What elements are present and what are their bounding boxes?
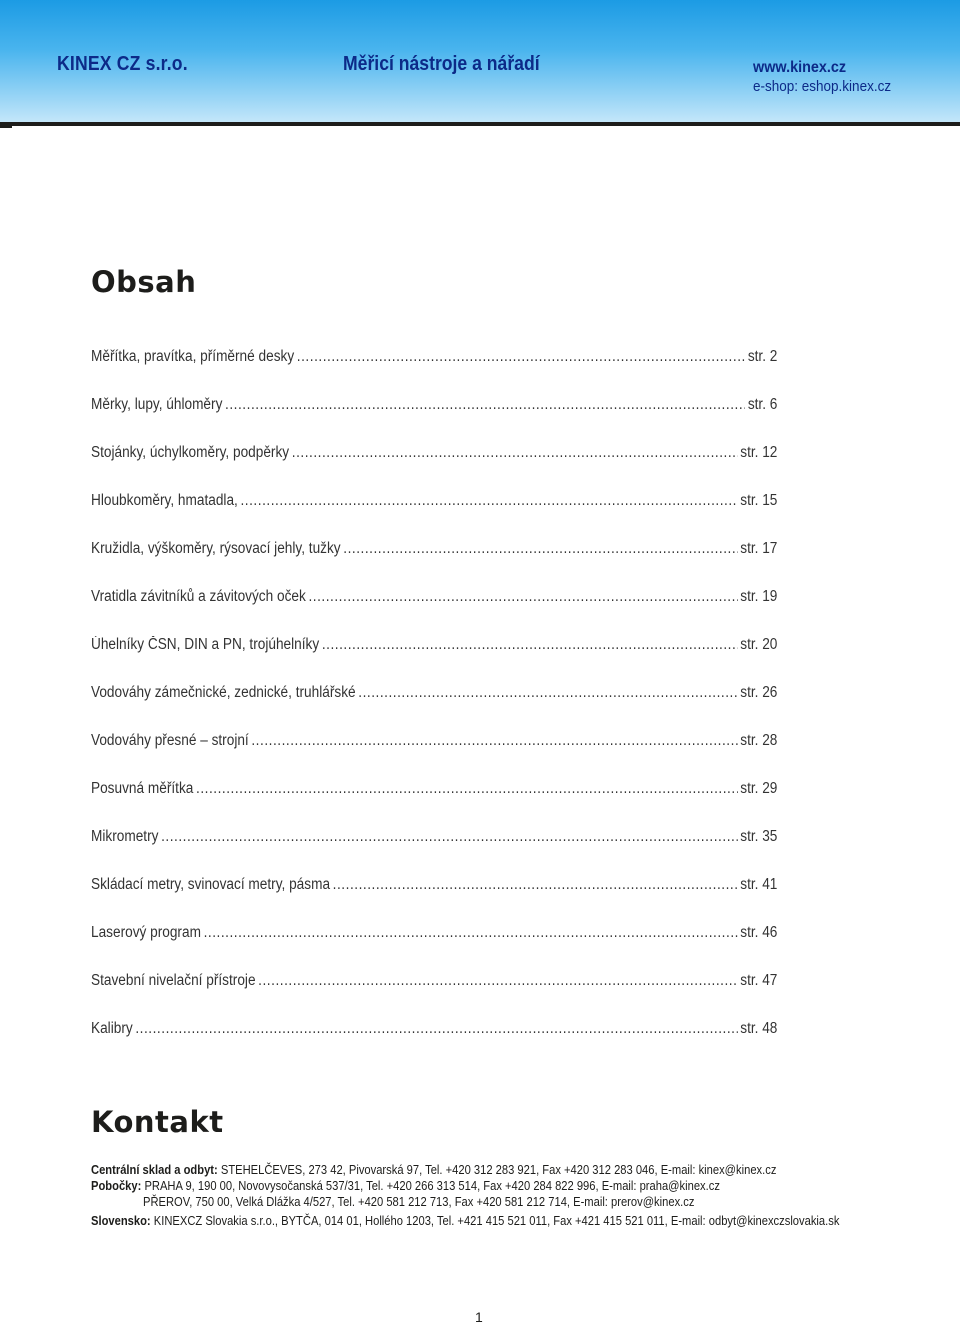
toc-item-page: str. 28 (740, 732, 778, 749)
contact-branches-prague: PRAHA 9, 190 00, Novovysočanská 537/31, Tel. +420 266 313 514, Fax +420 284 822 996, E-mail: praha@kinex.cz (144, 1178, 720, 1193)
toc-item-page: str. 47 (740, 972, 778, 989)
toc-leader (333, 876, 738, 894)
contact-slovakia (91, 1213, 839, 1228)
eshop-link[interactable]: e-shop: eshop.kinex.cz (753, 78, 892, 95)
toc-item-label: Mikrometry (91, 828, 159, 845)
toc-item-page: str. 46 (740, 924, 778, 941)
toc-leader (297, 348, 745, 366)
contact-branches (91, 1178, 720, 1193)
toc-item[interactable] (91, 396, 791, 418)
toc-item-label: Hloubkoměry, hmatadla, (91, 492, 238, 509)
toc-item[interactable] (91, 924, 791, 946)
contact-slovakia-label: Slovensko: (91, 1213, 151, 1228)
toc-item[interactable] (91, 588, 791, 610)
toc-item-page: str. 15 (740, 492, 778, 509)
toc-leader (258, 972, 737, 990)
toc-item-page: str. 12 (740, 444, 778, 461)
toc-item-label: Laserový program (91, 924, 201, 941)
toc-leader (251, 732, 737, 750)
toc-leader (196, 780, 738, 798)
toc-leader (292, 444, 738, 462)
toc-item-label: Skládací metry, svinovací metry, pásma (91, 876, 331, 893)
page-number: 1 (475, 1309, 483, 1325)
header-tagline: Měřicí nástroje a nářadí (343, 53, 540, 75)
toc-item-label: Vodováhy přesné – strojní (91, 732, 249, 749)
toc-item-label: Vratidla závitníků a závitových oček (91, 588, 306, 605)
toc-item-label: Stojánky, úchylkoměry, podpěrky (91, 444, 290, 461)
contact-central (91, 1162, 776, 1177)
contact-branches-prerov: PŘEROV, 750 00, Velká Dlážka 4/527, Tel. +420 581 212 713, Fax +420 581 212 714, E-mail: prerov@kinex.cz (143, 1194, 695, 1209)
toc-item-page: str. 35 (740, 828, 778, 845)
toc-leader (225, 396, 745, 414)
contact-branches-label: Pobočky: (91, 1178, 142, 1193)
contact-central-label: Centrální sklad a odbyt: (91, 1162, 218, 1177)
toc-item[interactable] (91, 972, 791, 994)
toc-item[interactable] (91, 684, 791, 706)
toc-item[interactable] (91, 492, 791, 514)
toc-item-label: Posuvná měřítka (91, 780, 194, 797)
toc-leader (161, 828, 738, 846)
toc-leader (204, 924, 738, 942)
header-rule-accent (0, 126, 12, 128)
toc-item[interactable] (91, 636, 791, 658)
contact-branches-2 (143, 1194, 694, 1209)
toc-item-page: str. 26 (740, 684, 778, 701)
company-name: KINEX CZ s.r.o. (57, 53, 188, 75)
toc-item-label: Kalibry (91, 1020, 133, 1037)
toc-item-page: str. 48 (740, 1020, 778, 1037)
contact-central-text: STEHELČEVES, 273 42, Pivovarská 97, Tel. +420 312 283 921, Fax +420 312 283 046, E-mail: kinex@kinex.cz (220, 1162, 777, 1177)
toc-item-label: Úhelníky ČSN, DIN a PN, trojúhelníky (91, 636, 320, 653)
toc-item-label: Stavební nivelační přístroje (91, 972, 256, 989)
toc-item[interactable] (91, 876, 791, 898)
contact-title: Kontakt (91, 1105, 224, 1139)
toc-item-page: str. 20 (740, 636, 778, 653)
toc-item[interactable] (91, 348, 791, 370)
toc-item-page: str. 29 (740, 780, 778, 797)
contact-slovakia-text: KINEXCZ Slovakia s.r.o., BYTČA, 014 01, Hollého 1203, Tel. +421 415 521 011, Fax +421 415 521 011, E-mail: odbyt@kinexczslovakia.sk (153, 1213, 840, 1228)
toc-leader (358, 684, 737, 702)
header-rule (0, 122, 960, 126)
toc-item-label: Vodováhy zámečnické, zednické, truhlářské (91, 684, 356, 701)
toc-item-label: Měřítka, pravítka, příměrné desky (91, 348, 295, 365)
toc-item[interactable] (91, 540, 791, 562)
toc-item-page: str. 17 (740, 540, 778, 557)
toc-item-page: str. 2 (747, 348, 778, 365)
toc-item-page: str. 41 (740, 876, 778, 893)
toc-leader (240, 492, 737, 510)
toc-leader (343, 540, 737, 558)
toc-item-page: str. 6 (747, 396, 778, 413)
toc-leader (308, 588, 737, 606)
toc-item[interactable] (91, 732, 791, 754)
toc-item[interactable] (91, 828, 791, 850)
toc-item-label: Kružidla, výškoměry, rýsovací jehly, tužky (91, 540, 341, 557)
toc-item[interactable] (91, 780, 791, 802)
website-link[interactable]: www.kinex.cz (753, 59, 847, 76)
toc-leader (322, 636, 738, 654)
toc-leader (135, 1020, 737, 1038)
toc-item[interactable] (91, 444, 791, 466)
contents-title: Obsah (91, 265, 197, 299)
toc-item[interactable] (91, 1020, 791, 1042)
toc-item-label: Měrky, lupy, úhloměry (91, 396, 223, 413)
toc-item-page: str. 19 (740, 588, 778, 605)
